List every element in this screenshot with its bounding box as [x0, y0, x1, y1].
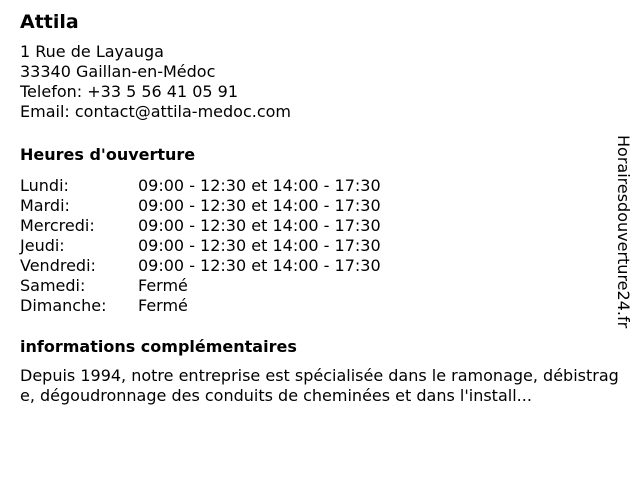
time-value: 09:00 - 12:30 et 14:00 - 17:30: [138, 216, 381, 235]
day-label: Samedi:: [20, 276, 86, 295]
phone-text: Telefon: +33 5 56 41 05 91: [20, 82, 239, 101]
business-card: [20, 8, 619, 406]
hours-row-saturday: [20, 276, 610, 296]
day-label: Vendredi:: [20, 256, 96, 275]
hours-row-friday: [20, 256, 610, 276]
time-value: 09:00 - 12:30 et 14:00 - 17:30: [138, 196, 381, 215]
address-line-1: 1 Rue de Layauga: [20, 42, 164, 61]
business-name: Attila: [20, 11, 79, 33]
hours-row-thursday: [20, 236, 610, 256]
day-label: Dimanche:: [20, 296, 107, 315]
time-value: 09:00 - 12:30 et 14:00 - 17:30: [138, 236, 381, 255]
day-label: Mardi:: [20, 196, 70, 215]
address-line-2: 33340 Gaillan-en-Médoc: [20, 62, 216, 81]
site-watermark: Horairesdouverture24.fr: [614, 135, 633, 329]
time-value: 09:00 - 12:30 et 14:00 - 17:30: [138, 176, 381, 195]
hours-heading: Heures d'ouverture: [20, 145, 196, 164]
hours-row-wednesday: [20, 216, 610, 236]
day-label: Jeudi:: [20, 236, 65, 255]
hours-row-sunday: [20, 296, 610, 316]
info-description: Depuis 1994, notre entreprise est spécialisée dans le ramonage, débistrage, dégoudronnage des conduits de cheminées et dans l'install...: [20, 366, 619, 405]
hours-row-tuesday: [20, 196, 610, 216]
info-heading: informations complémentaires: [20, 337, 297, 356]
day-label: Lundi:: [20, 176, 69, 195]
time-value: 09:00 - 12:30 et 14:00 - 17:30: [138, 256, 381, 275]
time-value: Fermé: [138, 296, 188, 315]
email-text: Email: contact@attila-medoc.com: [20, 102, 291, 121]
contact-block: [20, 42, 610, 122]
hours-table: [20, 176, 610, 316]
hours-row-monday: [20, 176, 610, 196]
time-value: Fermé: [138, 276, 188, 295]
day-label: Mercredi:: [20, 216, 95, 235]
